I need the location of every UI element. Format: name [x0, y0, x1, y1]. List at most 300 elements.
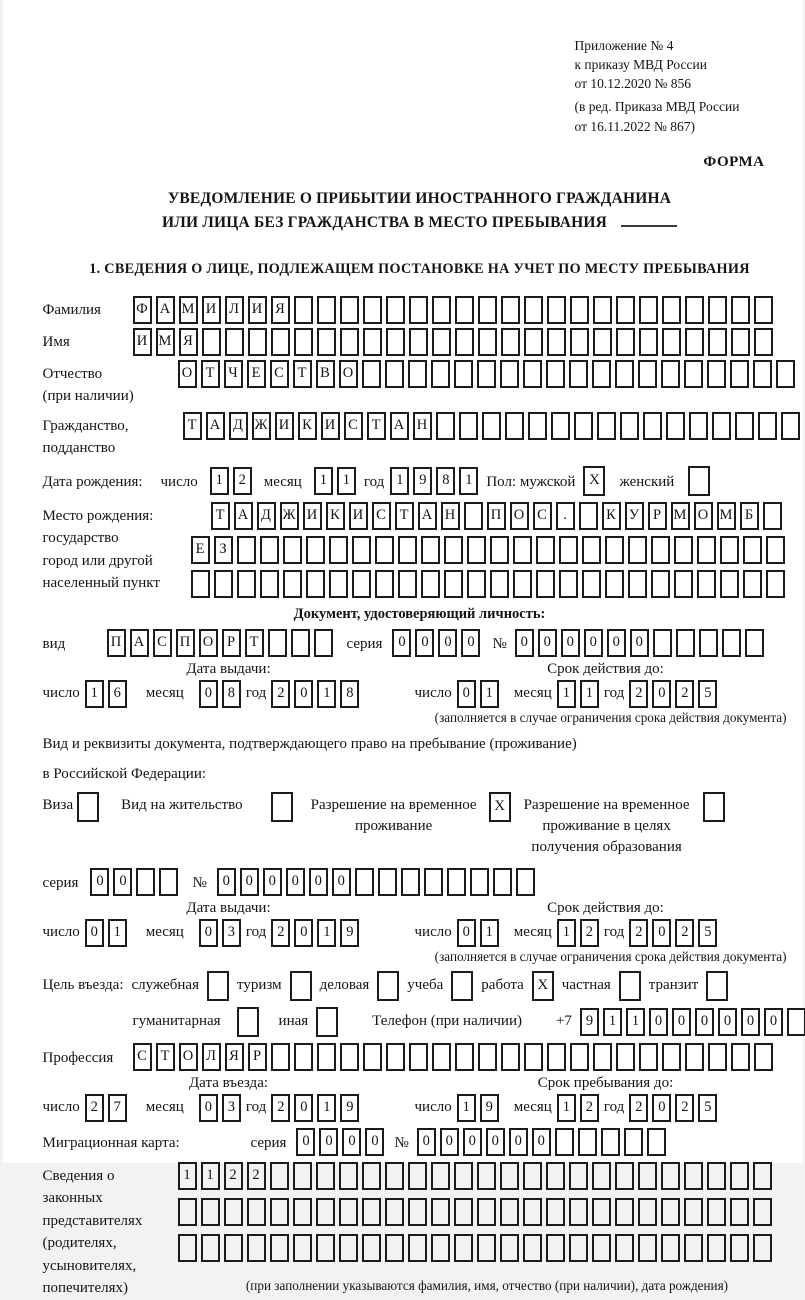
char-box[interactable]: [731, 328, 750, 356]
char-box[interactable]: С: [153, 629, 172, 657]
char-box[interactable]: [237, 536, 256, 564]
char-box[interactable]: 1: [178, 1162, 197, 1190]
char-box[interactable]: 0: [652, 680, 671, 708]
char-box[interactable]: Р: [248, 1043, 267, 1071]
char-box[interactable]: [500, 1162, 519, 1190]
char-box[interactable]: 0: [286, 868, 305, 896]
char-box[interactable]: 0: [515, 629, 534, 657]
char-box[interactable]: [753, 1162, 772, 1190]
char-box[interactable]: [555, 1128, 574, 1156]
char-box[interactable]: [454, 1162, 473, 1190]
char-box[interactable]: [362, 1198, 381, 1226]
char-box[interactable]: [569, 360, 588, 388]
char-box[interactable]: [651, 570, 670, 598]
char-box[interactable]: [408, 1162, 427, 1190]
char-box[interactable]: 1: [557, 680, 576, 708]
char-box[interactable]: 1: [390, 467, 409, 495]
char-box[interactable]: [454, 1234, 473, 1262]
char-box[interactable]: [432, 328, 451, 356]
char-box[interactable]: [546, 1234, 565, 1262]
char-box[interactable]: 1: [317, 680, 336, 708]
char-box[interactable]: [523, 1162, 542, 1190]
char-box[interactable]: 1: [457, 1094, 476, 1122]
char-box[interactable]: 2: [675, 919, 694, 947]
char-box[interactable]: [616, 328, 635, 356]
char-box[interactable]: [574, 412, 593, 440]
char-box[interactable]: [224, 1198, 243, 1226]
char-box[interactable]: [601, 1128, 620, 1156]
char-box[interactable]: [513, 570, 532, 598]
char-box[interactable]: 0: [672, 1008, 691, 1036]
char-box[interactable]: [605, 570, 624, 598]
char-box[interactable]: 1: [317, 1094, 336, 1122]
char-box[interactable]: 5: [698, 680, 717, 708]
char-box[interactable]: 0: [695, 1008, 714, 1036]
char-box[interactable]: 1: [85, 680, 104, 708]
char-box[interactable]: [513, 536, 532, 564]
char-box[interactable]: [501, 296, 520, 324]
char-box[interactable]: А: [130, 629, 149, 657]
char-box[interactable]: Я: [271, 296, 290, 324]
purpose-work-checkbox[interactable]: X: [532, 971, 554, 1001]
char-box[interactable]: [754, 1043, 773, 1071]
char-box[interactable]: Р: [222, 629, 241, 657]
char-box[interactable]: [447, 868, 466, 896]
char-box[interactable]: 0: [319, 1128, 338, 1156]
char-box[interactable]: [592, 1162, 611, 1190]
char-box[interactable]: И: [248, 296, 267, 324]
char-box[interactable]: М: [717, 502, 736, 530]
char-box[interactable]: [730, 1234, 749, 1262]
char-box[interactable]: [776, 360, 795, 388]
char-box[interactable]: 8: [436, 467, 455, 495]
char-box[interactable]: 1: [557, 919, 576, 947]
char-box[interactable]: [578, 1128, 597, 1156]
char-box[interactable]: С: [270, 360, 289, 388]
char-box[interactable]: [355, 868, 374, 896]
char-box[interactable]: [528, 412, 547, 440]
char-box[interactable]: [536, 570, 555, 598]
purpose-private-checkbox[interactable]: [619, 971, 641, 1001]
char-box[interactable]: [409, 328, 428, 356]
char-box[interactable]: 5: [698, 919, 717, 947]
char-box[interactable]: [730, 1198, 749, 1226]
char-box[interactable]: [294, 328, 313, 356]
char-box[interactable]: [661, 1162, 680, 1190]
char-box[interactable]: [643, 412, 662, 440]
char-box[interactable]: 1: [626, 1008, 645, 1036]
char-box[interactable]: С: [372, 502, 391, 530]
char-box[interactable]: А: [418, 502, 437, 530]
char-box[interactable]: [386, 296, 405, 324]
option-temp-residence-education-checkbox[interactable]: [703, 792, 725, 822]
char-box[interactable]: [674, 536, 693, 564]
char-box[interactable]: 7: [108, 1094, 127, 1122]
char-box[interactable]: [490, 570, 509, 598]
sex-female-checkbox[interactable]: [688, 466, 710, 496]
char-box[interactable]: [754, 296, 773, 324]
char-box[interactable]: [178, 1198, 197, 1226]
char-box[interactable]: [666, 412, 685, 440]
char-box[interactable]: [432, 296, 451, 324]
char-box[interactable]: [237, 570, 256, 598]
char-box[interactable]: 6: [108, 680, 127, 708]
char-box[interactable]: [593, 296, 612, 324]
char-box[interactable]: 5: [698, 1094, 717, 1122]
char-box[interactable]: [685, 296, 704, 324]
char-box[interactable]: А: [206, 412, 225, 440]
char-box[interactable]: 0: [509, 1128, 528, 1156]
char-box[interactable]: [306, 570, 325, 598]
char-box[interactable]: 0: [217, 868, 236, 896]
char-box[interactable]: [386, 328, 405, 356]
char-box[interactable]: Я: [179, 328, 198, 356]
char-box[interactable]: [225, 328, 244, 356]
char-box[interactable]: [398, 570, 417, 598]
char-box[interactable]: [444, 570, 463, 598]
char-box[interactable]: К: [298, 412, 317, 440]
char-box[interactable]: [317, 296, 336, 324]
char-box[interactable]: [136, 868, 155, 896]
char-box[interactable]: 2: [675, 1094, 694, 1122]
char-box[interactable]: 0: [294, 1094, 313, 1122]
char-box[interactable]: [547, 328, 566, 356]
char-box[interactable]: 2: [247, 1162, 266, 1190]
char-box[interactable]: 1: [314, 467, 333, 495]
char-box[interactable]: 0: [199, 1094, 218, 1122]
char-box[interactable]: [271, 328, 290, 356]
char-box[interactable]: 8: [222, 680, 241, 708]
char-box[interactable]: [615, 1198, 634, 1226]
char-box[interactable]: [501, 328, 520, 356]
char-box[interactable]: 0: [294, 919, 313, 947]
char-box[interactable]: [317, 1043, 336, 1071]
char-box[interactable]: 2: [580, 1094, 599, 1122]
char-box[interactable]: [385, 1198, 404, 1226]
char-box[interactable]: [624, 1128, 643, 1156]
char-box[interactable]: [271, 1043, 290, 1071]
char-box[interactable]: С: [133, 1043, 152, 1071]
char-box[interactable]: [432, 1043, 451, 1071]
char-box[interactable]: [431, 1162, 450, 1190]
char-box[interactable]: [662, 296, 681, 324]
char-box[interactable]: [191, 570, 210, 598]
char-box[interactable]: 2: [629, 919, 648, 947]
char-box[interactable]: [477, 1162, 496, 1190]
char-box[interactable]: [661, 360, 680, 388]
char-box[interactable]: [283, 536, 302, 564]
char-box[interactable]: Т: [367, 412, 386, 440]
char-box[interactable]: [593, 1043, 612, 1071]
char-box[interactable]: [247, 1234, 266, 1262]
char-box[interactable]: 0: [457, 919, 476, 947]
char-box[interactable]: [329, 570, 348, 598]
char-box[interactable]: С: [344, 412, 363, 440]
char-box[interactable]: [431, 1234, 450, 1262]
char-box[interactable]: [516, 868, 535, 896]
char-box[interactable]: [408, 360, 427, 388]
char-box[interactable]: [339, 1198, 358, 1226]
char-box[interactable]: 0: [764, 1008, 783, 1036]
char-box[interactable]: [247, 1198, 266, 1226]
char-box[interactable]: [754, 328, 773, 356]
char-box[interactable]: [363, 328, 382, 356]
char-box[interactable]: П: [487, 502, 506, 530]
char-box[interactable]: А: [156, 296, 175, 324]
char-box[interactable]: [743, 536, 762, 564]
char-box[interactable]: [753, 360, 772, 388]
char-box[interactable]: [454, 1198, 473, 1226]
char-box[interactable]: 0: [607, 629, 626, 657]
char-box[interactable]: [201, 1198, 220, 1226]
char-box[interactable]: [470, 868, 489, 896]
char-box[interactable]: [781, 412, 800, 440]
char-box[interactable]: [500, 1198, 519, 1226]
char-box[interactable]: [316, 1198, 335, 1226]
char-box[interactable]: 0: [294, 680, 313, 708]
char-box[interactable]: 1: [480, 919, 499, 947]
char-box[interactable]: 1: [201, 1162, 220, 1190]
char-box[interactable]: [398, 536, 417, 564]
char-box[interactable]: [329, 536, 348, 564]
char-box[interactable]: Д: [229, 412, 248, 440]
char-box[interactable]: 0: [342, 1128, 361, 1156]
char-box[interactable]: [699, 629, 718, 657]
char-box[interactable]: [707, 1198, 726, 1226]
char-box[interactable]: [569, 1162, 588, 1190]
char-box[interactable]: 2: [629, 1094, 648, 1122]
char-box[interactable]: [708, 296, 727, 324]
char-box[interactable]: И: [133, 328, 152, 356]
purpose-study-checkbox[interactable]: [451, 971, 473, 1001]
option-temp-residence-checkbox[interactable]: X: [489, 792, 511, 822]
char-box[interactable]: [455, 328, 474, 356]
char-box[interactable]: 0: [90, 868, 109, 896]
char-box[interactable]: [547, 296, 566, 324]
char-box[interactable]: 2: [233, 467, 252, 495]
char-box[interactable]: М: [179, 296, 198, 324]
char-box[interactable]: 1: [603, 1008, 622, 1036]
char-box[interactable]: [697, 570, 716, 598]
char-box[interactable]: Т: [293, 360, 312, 388]
char-box[interactable]: [615, 1234, 634, 1262]
char-box[interactable]: 2: [85, 1094, 104, 1122]
char-box[interactable]: Д: [257, 502, 276, 530]
char-box[interactable]: [493, 868, 512, 896]
char-box[interactable]: С: [533, 502, 552, 530]
char-box[interactable]: [697, 536, 716, 564]
char-box[interactable]: [570, 328, 589, 356]
char-box[interactable]: [478, 1043, 497, 1071]
char-box[interactable]: [615, 1162, 634, 1190]
char-box[interactable]: [523, 360, 542, 388]
char-box[interactable]: [270, 1198, 289, 1226]
char-box[interactable]: [339, 1234, 358, 1262]
char-box[interactable]: 0: [438, 629, 457, 657]
char-box[interactable]: [592, 1234, 611, 1262]
char-box[interactable]: [214, 570, 233, 598]
purpose-business-checkbox[interactable]: [207, 971, 229, 1001]
char-box[interactable]: 2: [271, 919, 290, 947]
char-box[interactable]: [731, 1043, 750, 1071]
char-box[interactable]: 9: [413, 467, 432, 495]
char-box[interactable]: [293, 1198, 312, 1226]
char-box[interactable]: 0: [649, 1008, 668, 1036]
char-box[interactable]: [628, 536, 647, 564]
char-box[interactable]: 2: [271, 1094, 290, 1122]
char-box[interactable]: [653, 629, 672, 657]
char-box[interactable]: [478, 296, 497, 324]
char-box[interactable]: [707, 360, 726, 388]
char-box[interactable]: [260, 570, 279, 598]
char-box[interactable]: О: [339, 360, 358, 388]
char-box[interactable]: Р: [648, 502, 667, 530]
char-box[interactable]: [293, 1234, 312, 1262]
char-box[interactable]: 0: [652, 919, 671, 947]
char-box[interactable]: 0: [561, 629, 580, 657]
char-box[interactable]: 0: [630, 629, 649, 657]
char-box[interactable]: [743, 570, 762, 598]
char-box[interactable]: В: [316, 360, 335, 388]
char-box[interactable]: 3: [222, 1094, 241, 1122]
char-box[interactable]: [490, 536, 509, 564]
char-box[interactable]: [731, 296, 750, 324]
char-box[interactable]: [676, 629, 695, 657]
char-box[interactable]: [340, 296, 359, 324]
char-box[interactable]: [478, 328, 497, 356]
char-box[interactable]: [339, 1162, 358, 1190]
char-box[interactable]: .: [556, 502, 575, 530]
char-box[interactable]: [409, 296, 428, 324]
char-box[interactable]: [316, 1162, 335, 1190]
char-box[interactable]: [523, 1234, 542, 1262]
char-box[interactable]: Е: [191, 536, 210, 564]
char-box[interactable]: [306, 536, 325, 564]
char-box[interactable]: Т: [183, 412, 202, 440]
char-box[interactable]: П: [176, 629, 195, 657]
char-box[interactable]: [477, 360, 496, 388]
char-box[interactable]: И: [275, 412, 294, 440]
char-box[interactable]: [662, 1043, 681, 1071]
char-box[interactable]: Ф: [133, 296, 152, 324]
char-box[interactable]: М: [671, 502, 690, 530]
char-box[interactable]: [662, 328, 681, 356]
char-box[interactable]: [615, 360, 634, 388]
char-box[interactable]: [316, 1234, 335, 1262]
char-box[interactable]: [477, 1198, 496, 1226]
char-box[interactable]: О: [694, 502, 713, 530]
char-box[interactable]: [787, 1008, 805, 1036]
char-box[interactable]: К: [602, 502, 621, 530]
char-box[interactable]: Т: [395, 502, 414, 530]
char-box[interactable]: [362, 360, 381, 388]
char-box[interactable]: Т: [156, 1043, 175, 1071]
char-box[interactable]: [385, 1234, 404, 1262]
char-box[interactable]: [720, 536, 739, 564]
char-box[interactable]: [314, 629, 333, 657]
char-box[interactable]: [401, 868, 420, 896]
char-box[interactable]: [464, 502, 483, 530]
char-box[interactable]: Н: [441, 502, 460, 530]
purpose-tourism-checkbox[interactable]: [290, 971, 312, 1001]
char-box[interactable]: [582, 570, 601, 598]
char-box[interactable]: [224, 1234, 243, 1262]
char-box[interactable]: [363, 296, 382, 324]
char-box[interactable]: [639, 1043, 658, 1071]
char-box[interactable]: [546, 1162, 565, 1190]
char-box[interactable]: [707, 1234, 726, 1262]
char-box[interactable]: [385, 360, 404, 388]
char-box[interactable]: [477, 1234, 496, 1262]
char-box[interactable]: [362, 1234, 381, 1262]
char-box[interactable]: [758, 412, 777, 440]
char-box[interactable]: [763, 502, 782, 530]
char-box[interactable]: [524, 296, 543, 324]
char-box[interactable]: 0: [199, 680, 218, 708]
char-box[interactable]: 0: [309, 868, 328, 896]
char-box[interactable]: [523, 1198, 542, 1226]
char-box[interactable]: Ж: [280, 502, 299, 530]
char-box[interactable]: [620, 412, 639, 440]
char-box[interactable]: 0: [240, 868, 259, 896]
char-box[interactable]: [268, 629, 287, 657]
char-box[interactable]: [685, 1043, 704, 1071]
char-box[interactable]: [500, 360, 519, 388]
char-box[interactable]: 1: [317, 919, 336, 947]
char-box[interactable]: 1: [459, 467, 478, 495]
char-box[interactable]: 9: [340, 919, 359, 947]
char-box[interactable]: [386, 1043, 405, 1071]
char-box[interactable]: Т: [245, 629, 264, 657]
char-box[interactable]: 0: [113, 868, 132, 896]
char-box[interactable]: [684, 360, 703, 388]
char-box[interactable]: [684, 1234, 703, 1262]
char-box[interactable]: [582, 536, 601, 564]
char-box[interactable]: М: [156, 328, 175, 356]
char-box[interactable]: Б: [740, 502, 759, 530]
char-box[interactable]: 1: [480, 680, 499, 708]
char-box[interactable]: [616, 1043, 635, 1071]
char-box[interactable]: [593, 328, 612, 356]
char-box[interactable]: [638, 360, 657, 388]
char-box[interactable]: 2: [675, 680, 694, 708]
char-box[interactable]: [753, 1198, 772, 1226]
char-box[interactable]: [270, 1162, 289, 1190]
char-box[interactable]: 0: [365, 1128, 384, 1156]
char-box[interactable]: [408, 1198, 427, 1226]
char-box[interactable]: 0: [652, 1094, 671, 1122]
char-box[interactable]: [455, 296, 474, 324]
char-box[interactable]: 0: [296, 1128, 315, 1156]
char-box[interactable]: [424, 868, 443, 896]
char-box[interactable]: 9: [480, 1094, 499, 1122]
char-box[interactable]: [720, 570, 739, 598]
char-box[interactable]: [661, 1234, 680, 1262]
char-box[interactable]: [248, 328, 267, 356]
char-box[interactable]: П: [107, 629, 126, 657]
char-box[interactable]: 0: [741, 1008, 760, 1036]
char-box[interactable]: [421, 536, 440, 564]
char-box[interactable]: [454, 360, 473, 388]
char-box[interactable]: [178, 1234, 197, 1262]
char-box[interactable]: 0: [486, 1128, 505, 1156]
purpose-humanitarian-checkbox[interactable]: [237, 1007, 259, 1037]
char-box[interactable]: [159, 868, 178, 896]
char-box[interactable]: Ч: [224, 360, 243, 388]
char-box[interactable]: [202, 328, 221, 356]
char-box[interactable]: [597, 412, 616, 440]
char-box[interactable]: [551, 412, 570, 440]
